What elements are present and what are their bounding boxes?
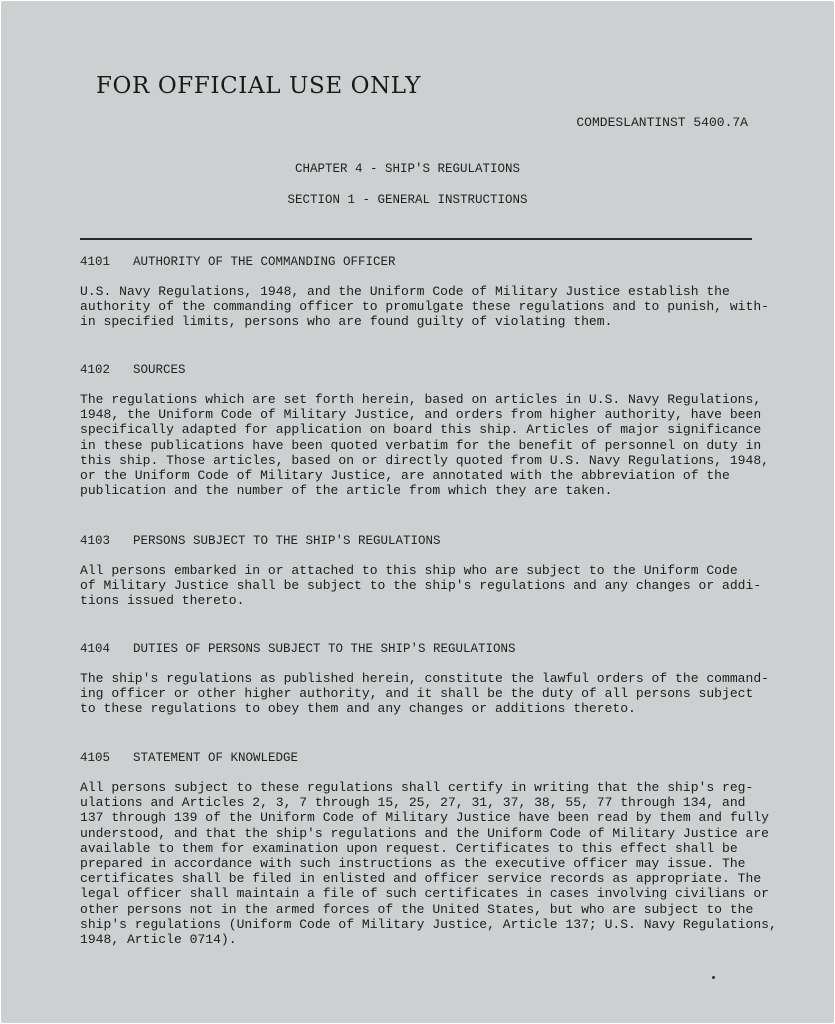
paragraph-title: SOURCES bbox=[133, 363, 186, 377]
document-page bbox=[1, 1, 834, 1023]
text-line: prepared in accordance with such instructions as the executive officer may issue. The bbox=[80, 856, 746, 872]
text-line: ship's regulations (Uniform Code of Military Justice, Article 137; U.S. Navy Regulations, bbox=[80, 916, 777, 932]
text-line: of Military Justice shall be subject to the ship's regulations and any changes or addi- bbox=[80, 578, 762, 594]
paragraph-body bbox=[80, 671, 769, 717]
paragraph-4103 bbox=[80, 533, 760, 609]
text-line: All persons subject to these regulations shall certify in writing that the ship's reg- bbox=[80, 780, 754, 795]
paragraph-heading bbox=[80, 750, 760, 766]
text-line: ulations and Articles 2, 3, 7 through 15, 25, 27, 31, 37, 38, 55, 77 through 134, and bbox=[80, 795, 746, 811]
text-line: in specified limits, persons who are found guilty of violating them. bbox=[80, 314, 613, 330]
text-line: specifically adapted for application on board this ship. Articles of major significance bbox=[80, 422, 762, 438]
text-line: this ship. Those articles, based on or directly quoted from U.S. Navy Regulations, 1948, bbox=[80, 452, 769, 468]
paragraph-title: STATEMENT OF KNOWLEDGE bbox=[133, 751, 299, 765]
paragraph-4101 bbox=[80, 254, 769, 330]
text-line: 1948, Article 0714). bbox=[80, 932, 237, 948]
text-line: legal officer shall maintain a file of such certificates in cases involving civilians or bbox=[80, 886, 769, 902]
paragraph-4102 bbox=[80, 362, 769, 499]
text-line: understood, and that the ship's regulations and the Uniform Code of Military Justice are bbox=[80, 825, 769, 841]
paragraph-body bbox=[80, 563, 760, 609]
paragraph-number: 4102 bbox=[80, 363, 111, 377]
text-line: The regulations which are set forth herein, based on articles in U.S. Navy Regulations, bbox=[80, 392, 762, 407]
paragraph-body bbox=[80, 284, 769, 330]
classification-marking: FOR OFFICIAL USE ONLY bbox=[96, 73, 421, 99]
text-line: U.S. Navy Regulations, 1948, and the Uniform Code of Military Justice establish the bbox=[80, 284, 730, 299]
paragraph-body bbox=[80, 392, 769, 499]
text-line: available to them for examination upon request. Certificates to this effect shall be bbox=[80, 840, 738, 856]
instruction-number: COMDESLANTINST 5400.7A bbox=[576, 115, 748, 130]
paragraph-4105 bbox=[80, 750, 777, 948]
text-line: 1948, the Uniform Code of Military Justice, and orders from higher authority, have been bbox=[80, 407, 762, 423]
text-line: certificates shall be filed in enlisted and officer service records as appropriate. The bbox=[80, 871, 762, 887]
paragraph-title: DUTIES OF PERSONS SUBJECT TO THE SHIP'S REGULATIONS bbox=[133, 642, 516, 656]
text-line: authority of the commanding officer to promulgate these regulations and to punish, with- bbox=[80, 299, 769, 315]
text-line: All persons embarked in or attached to this ship who are subject to the Uniform Code bbox=[80, 563, 738, 578]
text-line: 137 through 139 of the Uniform Code of Military Justice have been read by them and fully bbox=[80, 810, 769, 826]
paragraph-4104 bbox=[80, 641, 769, 717]
text-line: ing officer or other higher authority, and it shall be the duty of all persons subject bbox=[80, 686, 754, 702]
text-line: The ship's regulations as published herein, constitute the lawful orders of the command- bbox=[80, 671, 769, 686]
text-line: tions issued thereto. bbox=[80, 593, 245, 609]
chapter-title: CHAPTER 4 - SHIP'S REGULATIONS bbox=[294, 162, 521, 176]
paragraph-number: 4101 bbox=[80, 255, 111, 269]
paragraph-title: PERSONS SUBJECT TO THE SHIP'S REGULATIONS bbox=[133, 534, 441, 548]
paragraph-heading bbox=[80, 254, 760, 270]
stray-mark bbox=[712, 976, 715, 979]
text-line: in these publications have been quoted verbatim for the benefit of personnel on duty in bbox=[80, 437, 762, 453]
paragraph-heading bbox=[80, 362, 760, 378]
text-line: other persons not in the armed forces of the United States, but who are subject to the bbox=[80, 901, 754, 917]
paragraph-number: 4103 bbox=[80, 534, 111, 548]
text-line: or the Uniform Code of Military Justice, are annotated with the abbreviation of the bbox=[80, 468, 730, 484]
text-line: to these regulations to obey them and any changes or additions thereto. bbox=[80, 701, 636, 717]
paragraph-heading bbox=[80, 641, 760, 657]
text-line: publication and the number of the article from which they are taken. bbox=[80, 483, 613, 499]
paragraph-title: AUTHORITY OF THE COMMANDING OFFICER bbox=[133, 255, 396, 269]
header-divider bbox=[80, 238, 752, 240]
paragraph-number: 4104 bbox=[80, 642, 111, 656]
paragraph-heading bbox=[80, 533, 760, 549]
paragraph-body bbox=[80, 780, 777, 948]
paragraph-number: 4105 bbox=[80, 751, 111, 765]
section-title: SECTION 1 - GENERAL INSTRUCTIONS bbox=[287, 193, 528, 207]
